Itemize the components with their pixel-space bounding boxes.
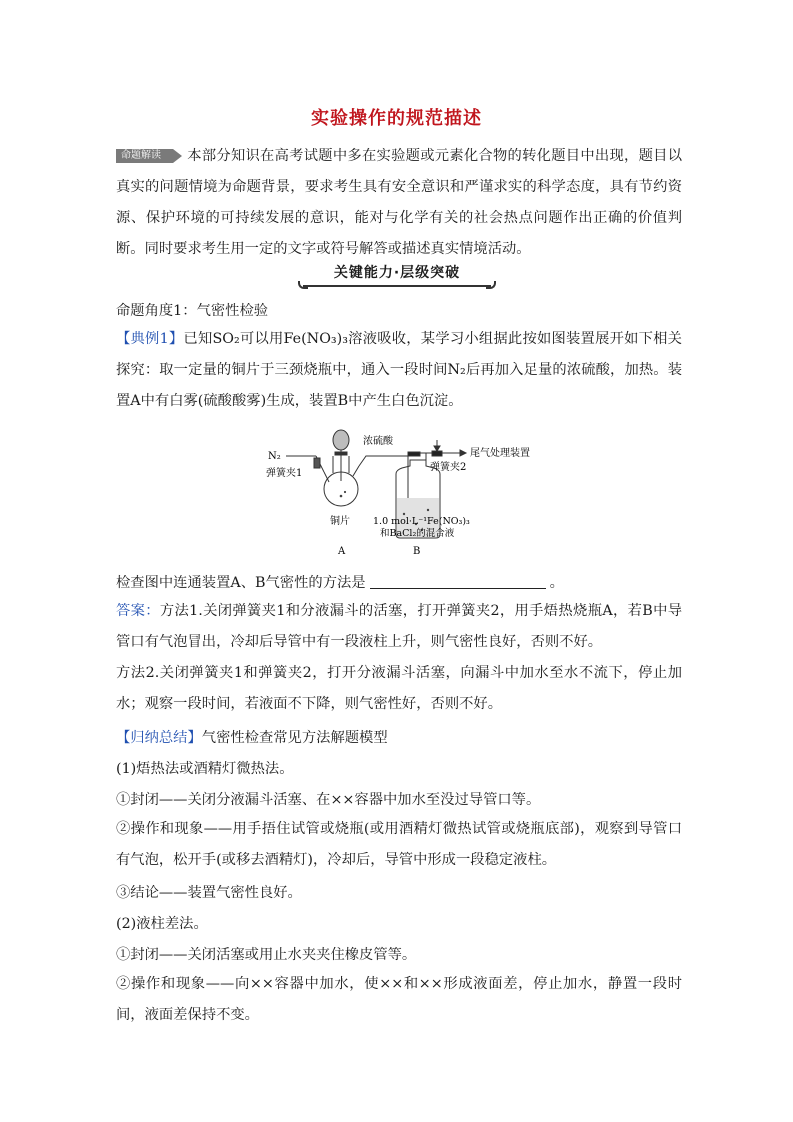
- summary-title: 气密性检查常见方法解题模型: [201, 730, 388, 746]
- bubble-icon: [344, 491, 346, 493]
- rubber-joint-icon: [408, 452, 420, 456]
- question-line: [116, 572, 682, 592]
- intro-paragraph: [116, 141, 682, 265]
- clip1-icon: [314, 458, 320, 468]
- summary-item: ②操作和现象——向××容器中加水，使××和××形成液面差，停止加水，静置一段时间，液面差保持不变。: [116, 976, 682, 1023]
- intro-text: 本部分知识在高考试题中多在实验题或元素化合物的转化题目中出现，题目以真实的问题情境为命题背景，要求考生具有安全意识和严谨求实的科学态度，具有节约资源、保护环境的可持续发展的意识，能对与化学有关的社会热点问题作出正确的价值判断。同时要求考生用一定的文字或符号解答或描述真实情境活动。: [116, 148, 682, 257]
- example-tag: 【典例1】: [116, 331, 184, 347]
- label-copper: 铜片: [330, 516, 350, 527]
- section-title: 关键能力·层级突破: [333, 265, 461, 281]
- page-title: 实验操作的规范描述: [311, 108, 482, 129]
- bubble-icon: [403, 513, 405, 515]
- section-cap-left: [298, 281, 308, 289]
- label-clip1: 弹簧夹1: [266, 468, 303, 479]
- label-a: A: [338, 546, 346, 557]
- summary-item: ③结论——装置气密性良好。: [116, 885, 302, 901]
- label-solution-line2: 和BaCl₂的混合液: [380, 528, 455, 539]
- label-exhaust: 尾气处理装置: [470, 448, 530, 459]
- label-acid: 浓硫酸: [363, 436, 393, 447]
- answer-method1: 方法1.关闭弹簧夹1和分液漏斗的活塞，打开弹簧夹2，用手焐热烧瓶A，若B中导管口有气泡冒出，冷却后导管中有一段液柱上升，则气密性良好，否则不好。: [116, 603, 682, 650]
- bubble-icon: [427, 509, 429, 511]
- funnel-stopcock-icon: [335, 452, 347, 455]
- summary-item: ①封闭——关闭分液漏斗活塞、在××容器中加水至没过导管口等。: [116, 792, 541, 808]
- answer-blank: [370, 574, 546, 589]
- flask-side-neck-r: [353, 466, 359, 476]
- section-underline: [303, 285, 491, 287]
- section-header: [0, 262, 793, 288]
- summary-heading: [116, 727, 682, 747]
- answer-label: 答案：: [116, 603, 160, 619]
- summary-item: (2)液柱差法。: [116, 916, 208, 932]
- section-cap-right: [486, 281, 496, 289]
- label-b: B: [413, 546, 421, 557]
- summary-item: (1)焐热法或酒精灯微热法。: [116, 761, 294, 777]
- label-solution-line1: 1.0 mol·L⁻¹Fe(NO₃)₃: [373, 516, 470, 527]
- summary-item: ①封闭——关闭活塞或用止水夹夹住橡皮管等。: [116, 947, 417, 963]
- delivery-tube: [359, 456, 408, 466]
- summary-tag: 【归纳总结】: [116, 730, 202, 746]
- example-text: 已知SO₂可以用Fe(NO₃)₃溶液吸收，某学习小组据此按如图装置展开如下相关探究：取一定量的铜片于三颈烧瓶中，通入一段时间N₂后再加入足量的浓硫酸，加热。装置A中有白雾(硫酸酸雾)生成，装置B中产生白色沉淀。: [116, 331, 682, 409]
- exhaust-arrow-icon: [460, 450, 466, 456]
- label-clip2: 弹簧夹2: [430, 462, 467, 473]
- intro-badge: 命题解读: [116, 149, 173, 163]
- example-paragraph: [116, 324, 682, 417]
- answer-paragraph-1: [116, 596, 682, 658]
- separatory-funnel-icon: [333, 430, 349, 450]
- clip2-arrow-head-icon: [434, 446, 440, 451]
- bubble-icon: [340, 495, 343, 498]
- angle-heading: 命题角度1：气密性检验: [116, 303, 269, 319]
- summary-item: ②操作和现象——用手捂住试管或烧瓶(或用酒精灯微热试管或烧瓶底部)，观察到导管口有气泡，松开手(或移去酒精灯)，冷却后，导管中形成一段稳定液柱。: [116, 821, 682, 868]
- question-text: 检查图中连通装置A、B气密性的方法是: [116, 575, 366, 591]
- answer-paragraph-2: [116, 658, 682, 720]
- answer-method2: 方法2.关闭弹簧夹1和弹簧夹2，打开分液漏斗活塞，向漏斗中加水至水不流下，停止加水；观察一段时间，若液面不下降，则气密性好，否则不好。: [116, 665, 682, 712]
- question-end: 。: [549, 575, 564, 591]
- label-n2: N₂: [268, 451, 281, 462]
- apparatus-figure: [266, 426, 536, 561]
